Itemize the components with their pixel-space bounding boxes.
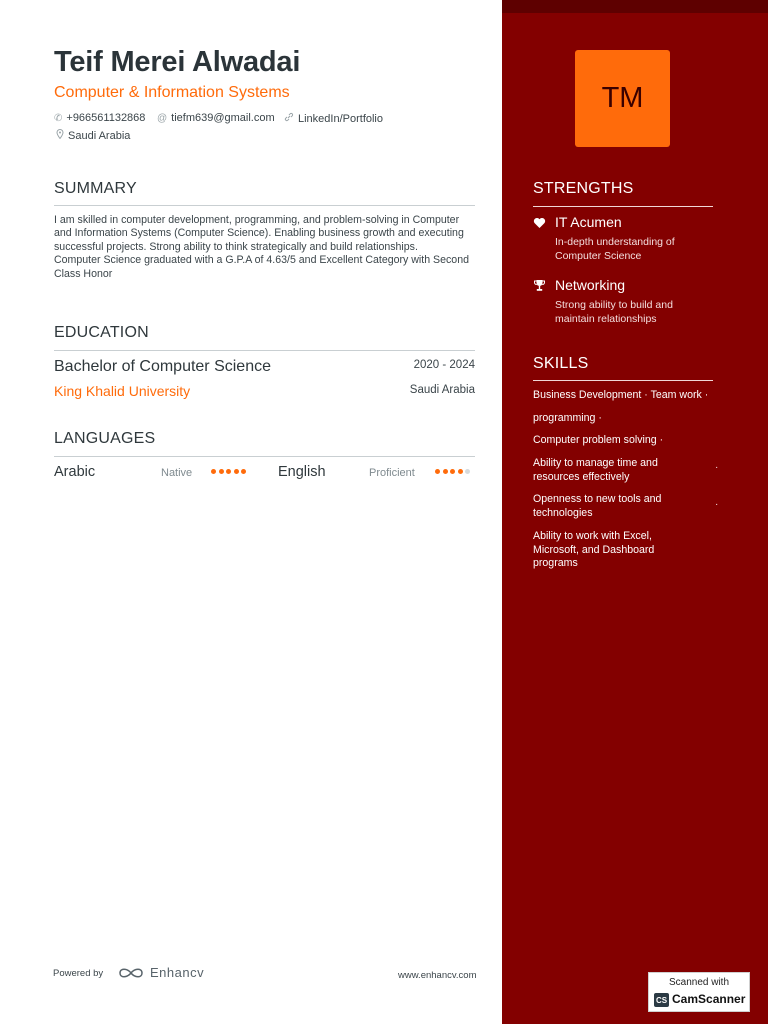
skill-item: Openness to new tools and technologies xyxy=(533,493,662,519)
summary-paragraph: I am skilled in computer development, programming, and problem-solving in Computer and Information Systems (Computer Science). Enabling business growth and executing successful projects. Strong ability to think strategically and build relationships. xyxy=(54,214,464,253)
candidate-name: Teif Merei Alwadai xyxy=(54,46,301,78)
education-title: EDUCATION xyxy=(54,324,149,341)
contact-phone xyxy=(54,112,145,124)
candidate-role: Computer & Information Systems xyxy=(54,84,290,101)
rating-dot-empty xyxy=(465,469,470,474)
strength-title: IT Acumen xyxy=(555,214,622,230)
rating-dot-filled xyxy=(219,469,224,474)
enhancv-logo[interactable] xyxy=(118,965,204,980)
email-text: tiefm639@gmail.com xyxy=(171,112,275,124)
education-degree: Bachelor of Computer Science xyxy=(54,358,271,375)
rating-dot-filled xyxy=(450,469,455,474)
footer-website[interactable]: www.enhancv.com xyxy=(398,970,477,981)
skill-item: Ability to manage time and resources effectively xyxy=(533,457,658,483)
education-location: Saudi Arabia xyxy=(409,384,475,396)
language-name: Arabic xyxy=(54,464,96,480)
phone-text: +966561132868 xyxy=(66,112,146,124)
education-divider xyxy=(54,350,475,351)
pin-icon xyxy=(56,129,64,142)
skills-divider xyxy=(533,380,713,381)
strength-description: In-depth understanding of Computer Science xyxy=(555,236,675,262)
avatar xyxy=(575,50,670,147)
rating-dot-filled xyxy=(443,469,448,474)
education-years: 2020 - 2024 xyxy=(413,359,475,371)
strength-description: Strong ability to build and maintain relationships xyxy=(555,299,673,325)
education-school: King Khalid University xyxy=(54,383,191,399)
languages-divider xyxy=(54,456,475,457)
rating-dot-filled xyxy=(226,469,231,474)
summary-title: SUMMARY xyxy=(54,180,137,197)
language-level: Proficient xyxy=(369,467,415,479)
skill-item: Business Development · Team work · xyxy=(533,389,709,401)
contact-location xyxy=(56,129,130,142)
rating-dot-filled xyxy=(241,469,246,474)
camscanner-caption: Scanned with xyxy=(668,977,730,988)
skills-title: SKILLS xyxy=(533,355,589,372)
contact-email[interactable] xyxy=(157,112,275,124)
skill-item: programming · xyxy=(533,412,602,424)
languages-title: LANGUAGES xyxy=(54,430,156,447)
language-rating xyxy=(211,469,246,474)
enhancv-text: Enhancv xyxy=(150,965,205,980)
location-text: Saudi Arabia xyxy=(68,129,131,142)
rating-dot-filled xyxy=(458,469,463,474)
skill-separator: · xyxy=(715,462,719,473)
skill-item: Computer problem solving · xyxy=(533,434,664,446)
skill-item: Ability to work with Excel, Microsoft, and Dashboard programs xyxy=(533,530,655,569)
link-icon xyxy=(284,112,294,125)
language-level: Native xyxy=(161,467,193,479)
powered-by-label: Powered by xyxy=(53,968,104,979)
camscanner-brand: CamScanner xyxy=(672,992,746,1006)
strengths-divider xyxy=(533,206,713,207)
rating-dot-filled xyxy=(435,469,440,474)
rating-dot-filled xyxy=(234,469,239,474)
link-text: LinkedIn/Portfolio xyxy=(298,112,383,125)
heart-icon xyxy=(533,216,547,230)
camscanner-watermark xyxy=(648,972,750,1012)
language-rating xyxy=(435,469,470,474)
language-name: English xyxy=(278,464,326,480)
strengths-title: STRENGTHS xyxy=(533,180,634,197)
summary-text xyxy=(54,214,475,281)
avatar-initials: TM xyxy=(601,82,644,114)
phone-icon: ✆ xyxy=(54,112,63,124)
sidebar-top-band xyxy=(502,0,768,13)
summary-divider xyxy=(54,205,475,206)
strength-title: Networking xyxy=(555,277,626,293)
contact-link[interactable] xyxy=(284,112,383,125)
trophy-icon xyxy=(533,279,547,293)
at-icon: @ xyxy=(157,112,168,124)
summary-paragraph: Computer Science graduated with a G.P.A of 4.63/5 and Excellent Category with Second Class Honor xyxy=(54,254,469,280)
rating-dot-filled xyxy=(211,469,216,474)
camscanner-logo-icon: CS xyxy=(654,993,669,1007)
skill-separator: · xyxy=(715,499,719,510)
enhancv-icon xyxy=(118,966,144,980)
